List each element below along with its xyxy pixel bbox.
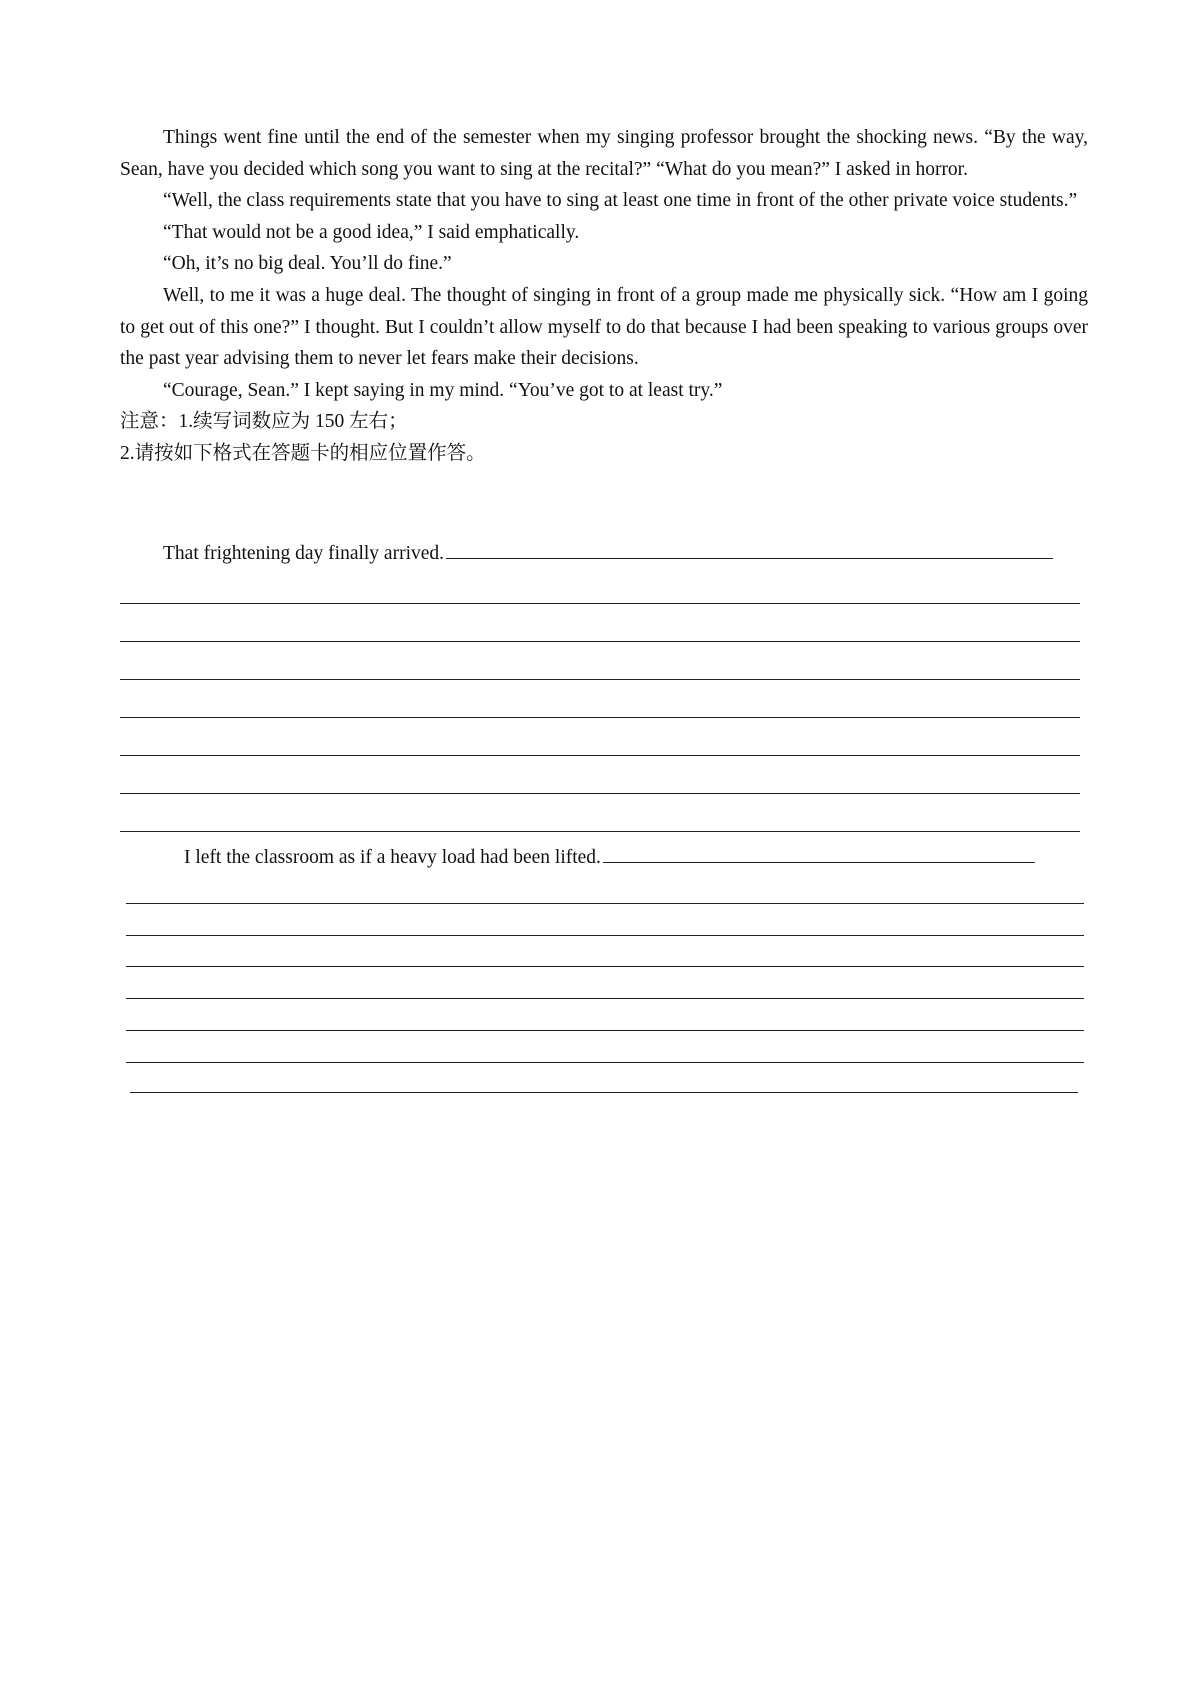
writing-prompt-1-blank[interactable] xyxy=(446,554,1053,559)
writing-prompt-2-blank[interactable] xyxy=(603,858,1035,863)
answer-line[interactable] xyxy=(120,641,1080,642)
answer-line[interactable] xyxy=(120,793,1080,794)
answer-line[interactable] xyxy=(126,903,1084,904)
answer-line[interactable] xyxy=(126,1062,1084,1063)
document-body xyxy=(120,122,1088,470)
answer-line[interactable] xyxy=(126,1030,1084,1031)
passage-paragraph-5: Well, to me it was a huge deal. The thought of singing in front of a group made me physically sick. “How am I going to get out of this one?” I thought. But I couldn’t allow myself to do that because I had been speaking to various groups over the past year advising them to never let fears make their decisions. xyxy=(120,284,1088,370)
passage-paragraph-6: “Courage, Sean.” I kept saying in my mind. “You’ve got to at least try.” xyxy=(163,379,723,401)
answer-line[interactable] xyxy=(126,966,1084,967)
answer-line[interactable] xyxy=(120,603,1080,604)
answer-line[interactable] xyxy=(126,998,1084,999)
writing-prompt-1-text: That frightening day finally arrived. xyxy=(163,543,445,564)
passage-paragraph-3: “That would not be a good idea,” I said emphatically. xyxy=(163,221,580,243)
writing-prompt-2-text: I left the classroom as if a heavy load had been lifted. xyxy=(184,847,601,868)
writing-prompt-1 xyxy=(163,540,1053,568)
passage-paragraph-2: “Well, the class requirements state that you have to sing at least one time in front of the other private voice students.” xyxy=(163,190,1078,212)
answer-line[interactable] xyxy=(120,831,1080,832)
answer-line[interactable] xyxy=(130,1092,1078,1093)
note-line-2: 2.请按如下格式在答题卡的相应位置作答。 xyxy=(120,442,486,464)
writing-prompt-2 xyxy=(184,844,1035,872)
answer-line[interactable] xyxy=(120,717,1080,718)
answer-line[interactable] xyxy=(120,755,1080,756)
passage-paragraph-1: Things went fine until the end of the semester when my singing professor brought the shocking news. “By the way, Sean, have you decided which song you want to sing at the recital?” “What do you mean?” I asked in horror. xyxy=(120,127,1088,180)
answer-line[interactable] xyxy=(126,935,1084,936)
note-line-1: 注意：1.续写词数应为 150 左右； xyxy=(120,411,408,433)
answer-line[interactable] xyxy=(120,679,1080,680)
passage-paragraph-4: “Oh, it’s no big deal. You’ll do fine.” xyxy=(163,253,452,275)
